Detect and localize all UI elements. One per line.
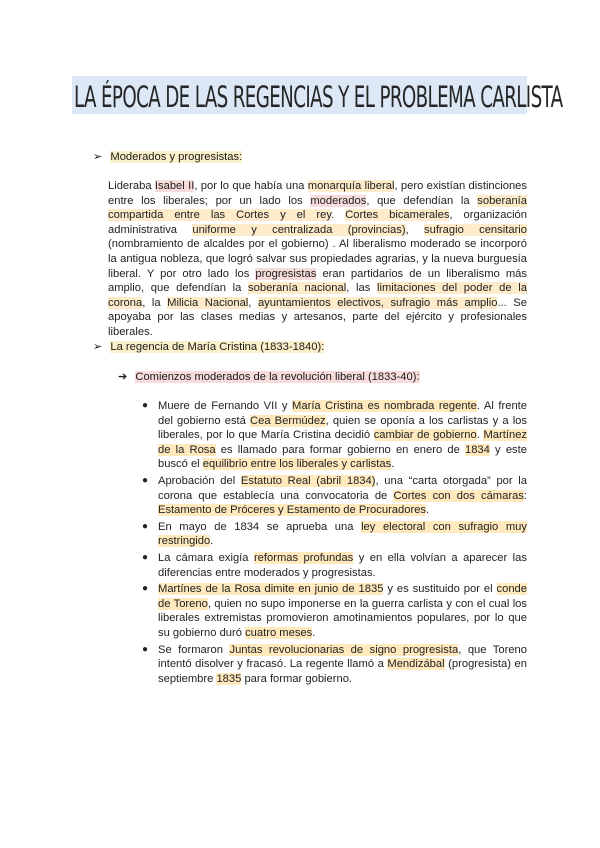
- section-heading-text: La regencia de María Cristina (1833-1840):: [110, 341, 325, 353]
- arrow-bullet-icon: ➢: [93, 341, 103, 353]
- bullet-dot-icon: ●: [142, 551, 149, 563]
- section-regencia-heading: [93, 340, 324, 353]
- page-title: LA ÉPOCA DE LAS REGENCIAS Y EL PROBLEMA CARLISTA: [74, 80, 563, 114]
- list-item: ● Martínes de la Rosa dimite en junio de 1835 y es sustituido por el conde de Toreno, quien no supo imponerse en la guerra carlista y con el cual los liberales extremistas promovieron amotinamientos populares, por lo que su gobierno duró cuatro meses.: [142, 583, 527, 639]
- bullet-dot-icon: ●: [142, 400, 149, 411]
- bullet-dot-icon: ●: [142, 520, 149, 532]
- bullet-dot-icon: ●: [142, 474, 149, 486]
- section-heading-text: Moderados y progresistas:: [110, 151, 243, 163]
- arrow-bullet-icon: ➢: [93, 151, 103, 163]
- list-item: ● Muere de Fernando VII y María Cristina es nombrada regente. Al frente del gobierno está Cea Bermúdez, quien se oponía a los carlistas y a los liberales, por lo que María Cristina decidió cambiar de gobierno. Martínez de la Rosa es llamado para formar gobierno en enero de 1834 y este buscó el equilibrio entre los liberales y carlistas.: [142, 400, 528, 471]
- subsection-comienzos-heading: [118, 370, 420, 383]
- list-item: ● Aprobación del Estatuto Real (abril 1834), una “carta otorgada” por la corona que establecía una convocatoria de Cortes con dos cámaras: Estamento de Próceres y Estamento de Procuradores.: [142, 474, 528, 517]
- right-arrow-icon: ➔: [118, 371, 128, 383]
- list-item: ● Se formaron Juntas revolucionarias de signo progresista, que Toreno intentó disolver y fracasó. La regente llamó a Mendizábal (progresista) en septiembre 1835 para formar gobierno.: [142, 643, 528, 685]
- bullet-dot-icon: ●: [142, 643, 149, 655]
- subsection-heading-text: Comienzos moderados de la revolución liberal (1833-40):: [135, 371, 420, 383]
- moderados-paragraph: Lideraba Isabel II, por lo que había una monarquía liberal, pero existían distinciones entre los liberales; por un lado los moderados, que defendían la soberanía compartida entre las Cortes y el rey. Cortes bicamerales, organización administrativa uniforme y centralizada (provincias), sufragio censitario (nombramiento de alcaldes por el gobierno) . Al liberalismo moderado se incorporó la antigua nobleza, que logró salvar sus propiedades agrarias, y la nueva burguesía liberal. Y por otro lado los progresistas eran partidarios de un liberalismo más amplio, que defendían la soberanía nacional, las limitaciones del poder de la corona, la Milicia Nacional, ayuntamientos electivos, sufragio más amplio... Se apoyaba por las clases medias y artesanos, parte del ejército y profesionales liberales.: [108, 180, 528, 338]
- section-moderados-heading: [93, 150, 242, 163]
- list-item: ● La cámara exigía reformas profundas y en ella volvían a aparecer las diferencias entre moderados y progresistas.: [142, 551, 527, 579]
- list-item: ● En mayo de 1834 se aprueba una ley electoral con sufragio muy restringido.: [142, 520, 527, 548]
- events-list: [140, 399, 527, 688]
- bullet-dot-icon: ●: [142, 583, 149, 595]
